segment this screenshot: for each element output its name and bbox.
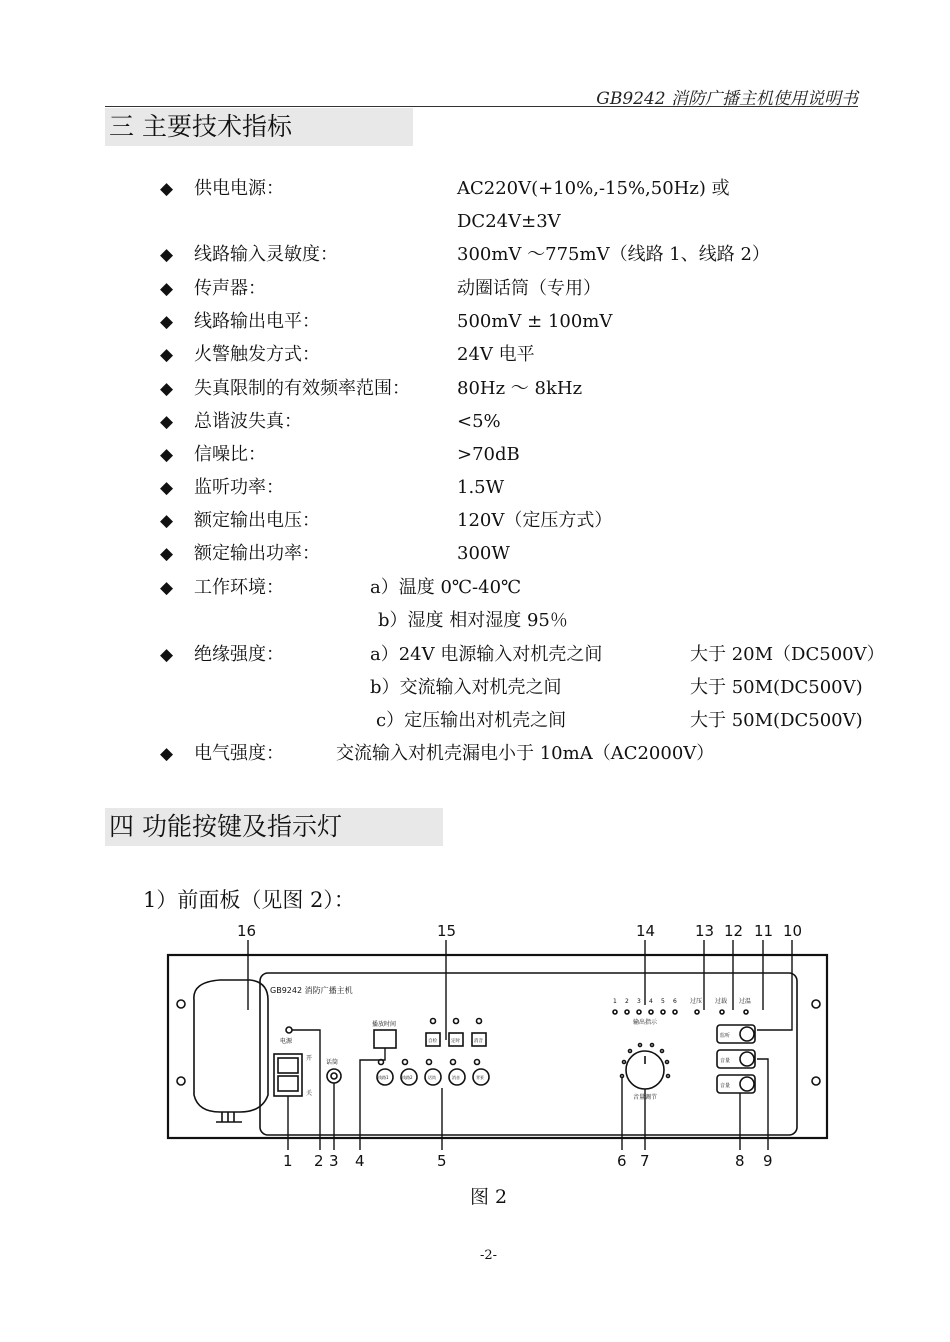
phone-label: 话筒 <box>326 1059 339 1066</box>
volume-knob-icon <box>626 1051 664 1089</box>
spec-value: <5% <box>457 411 501 432</box>
source-button-background <box>473 1069 489 1085</box>
spec-label: 传声器： <box>194 278 266 299</box>
right-button-monitor <box>717 1025 755 1043</box>
spec-value: >70dB <box>457 444 520 465</box>
callout-number-6: 6 <box>617 1152 627 1170</box>
rack-hole-icon <box>812 1000 820 1008</box>
bullet-icon: ◆ <box>160 345 174 365</box>
callout-number-3: 3 <box>329 1152 339 1170</box>
spec-value: 300W <box>457 543 510 564</box>
callout-number-10: 10 <box>783 922 803 940</box>
spec-label: 线路输出电平： <box>194 311 320 332</box>
source-button-label: 话筒 <box>428 1075 436 1080</box>
callout-number-15: 15 <box>437 922 457 940</box>
insulation-item-2: b）交流输入对机壳之间 <box>370 677 562 698</box>
switch-on-label: 开 <box>306 1055 313 1062</box>
panel-brand: GB9242 消防广播主机 <box>270 986 353 995</box>
spec-label: 工作环境： <box>194 577 284 598</box>
callout-number-1: 1 <box>283 1152 293 1170</box>
spec-value: 500mV ± 100mV <box>457 311 613 332</box>
spec-label: 额定输出电压： <box>194 510 320 531</box>
source-button-mic <box>425 1069 441 1085</box>
right-button-label: 监听 <box>720 1033 731 1039</box>
channel-number: 1 <box>613 998 617 1005</box>
bullet-icon: ◆ <box>160 511 174 531</box>
callout-number-5: 5 <box>437 1152 447 1170</box>
switch-off-label: 关 <box>306 1090 313 1097</box>
callout-number-9: 9 <box>763 1152 773 1170</box>
microphone-housing <box>194 980 268 1112</box>
button-self-test <box>426 1033 440 1046</box>
output-indicator-label: 输出指示 <box>633 1019 658 1026</box>
source-button-label: 线路2 <box>402 1075 413 1080</box>
callout-number-13: 13 <box>695 922 715 940</box>
rack-hole-icon <box>177 1077 185 1085</box>
bullet-icon: ◆ <box>160 744 174 764</box>
knob-label: 音量调节 <box>633 1094 658 1101</box>
spec-value: 24V 电平 <box>457 344 535 365</box>
bullet-icon: ◆ <box>160 312 174 332</box>
bullet-icon: ◆ <box>160 412 174 432</box>
bullet-icon: ◆ <box>160 578 174 598</box>
spec-value: 80Hz ～ 8kHz <box>457 378 583 399</box>
header-rule <box>105 106 858 107</box>
spec-label: 火警触发方式： <box>194 344 320 365</box>
channel-number: 5 <box>661 998 665 1005</box>
spec-label: 失真限制的有效频率范围： <box>194 378 410 399</box>
electric-value: 交流输入对机壳漏电小于 10mA（AC2000V） <box>336 743 715 764</box>
rack-hole-icon <box>812 1077 820 1085</box>
button-timer <box>449 1033 463 1046</box>
spec-value: 120V（定压方式） <box>457 510 613 531</box>
panel-inner <box>260 973 797 1135</box>
button-mute <box>472 1033 486 1046</box>
figure-caption: 图 2 <box>470 1186 508 1208</box>
callout-lines <box>248 940 792 1150</box>
source-button-mute <box>449 1069 465 1085</box>
insulation-item-3: c）定压输出对机壳之间 <box>376 710 567 731</box>
spec-value: 300mV ～775mV（线路 1、线路 2） <box>457 244 770 265</box>
source-button-label: 线路1 <box>378 1075 389 1080</box>
timer-display <box>374 1030 396 1048</box>
environment-line-2: b）湿度 相对湿度 95％ <box>378 610 568 631</box>
insulation-value-3: 大于 50M(DC500V) <box>690 710 863 731</box>
indicator-label-overtemp: 过温 <box>739 998 752 1005</box>
top-button-label: 消音 <box>474 1039 483 1044</box>
indicator-label-overload: 过载 <box>715 998 728 1005</box>
callout-number-2: 2 <box>314 1152 324 1170</box>
bullet-icon: ◆ <box>160 445 174 465</box>
callout-number-12: 12 <box>724 922 744 940</box>
callout-number-16: 16 <box>237 922 257 940</box>
rack-hole-icon <box>177 1000 185 1008</box>
spec-value: 1.5W <box>457 477 505 498</box>
spec-label: 总谐波失真： <box>194 411 302 432</box>
bullet-icon: ◆ <box>160 645 174 665</box>
header-title: GB9242 消防广播主机使用说明书 <box>596 89 858 109</box>
callout-number-8: 8 <box>735 1152 745 1170</box>
page-number: -2- <box>480 1248 498 1263</box>
callout-number-4: 4 <box>355 1152 365 1170</box>
right-button-label: 音量 <box>720 1083 731 1089</box>
phone-jack-icon <box>327 1069 341 1083</box>
source-button-line2 <box>401 1069 417 1085</box>
bullet-icon: ◆ <box>160 544 174 564</box>
right-button-volume-2 <box>717 1075 755 1093</box>
section-4-title: 四 功能按键及指示灯 <box>105 808 443 846</box>
right-button-label: 音量 <box>720 1058 731 1064</box>
spec-label: 绝缘强度： <box>194 644 284 665</box>
bullet-icon: ◆ <box>160 279 174 299</box>
top-button-label: 定时 <box>451 1039 460 1044</box>
right-button-volume <box>717 1050 755 1068</box>
channel-number: 4 <box>649 998 653 1005</box>
environment-line-1: a）温度 0℃-40℃ <box>370 577 522 598</box>
bullet-icon: ◆ <box>160 379 174 399</box>
front-panel-label: 1）前面板（见图 2）： <box>143 888 355 912</box>
source-button-label: 背景 <box>476 1075 484 1080</box>
spec-value: AC220V(+10%,-15%,50Hz) 或 <box>457 178 730 199</box>
top-button-label: 自检 <box>428 1039 437 1044</box>
channel-number: 6 <box>673 998 677 1005</box>
spec-label: 额定输出功率： <box>194 543 320 564</box>
insulation-value-2: 大于 50M(DC500V) <box>690 677 863 698</box>
insulation-value-1: 大于 20M（DC500V） <box>690 644 885 665</box>
bullet-icon: ◆ <box>160 478 174 498</box>
spec-label: 线路输入灵敏度： <box>194 244 338 265</box>
indicator-label-overvoltage: 过压 <box>690 998 703 1005</box>
callout-number-11: 11 <box>754 922 774 940</box>
channel-number: 2 <box>625 998 629 1005</box>
power-switch <box>274 1054 302 1096</box>
bullet-icon: ◆ <box>160 179 174 199</box>
channel-number: 3 <box>637 998 641 1005</box>
bullet-icon: ◆ <box>160 245 174 265</box>
spec-label: 信噪比： <box>194 444 266 465</box>
spec-value: DC24V±3V <box>457 211 561 232</box>
power-led-icon <box>286 1027 292 1033</box>
source-button-label: 消音 <box>452 1075 460 1080</box>
source-button-line1 <box>377 1069 393 1085</box>
callout-number-14: 14 <box>636 922 656 940</box>
power-label: 电源 <box>280 1038 293 1045</box>
rack-frame <box>168 955 827 1138</box>
timer-label: 播放时间 <box>372 1021 397 1028</box>
insulation-item-1: a）24V 电源输入对机壳之间 <box>370 644 603 665</box>
callout-number-7: 7 <box>640 1152 650 1170</box>
spec-value: 动圈话筒（专用） <box>457 278 601 299</box>
spec-label: 监听功率： <box>194 477 284 498</box>
spec-label: 电气强度： <box>194 743 284 764</box>
section-3-title: 三 主要技术指标 <box>105 108 413 146</box>
spec-label: 供电电源： <box>194 178 284 199</box>
